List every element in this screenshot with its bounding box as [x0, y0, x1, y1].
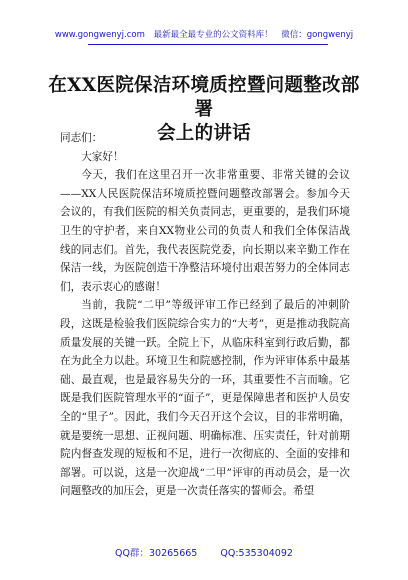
greeting: 大家好！: [81, 150, 124, 163]
footer-qq: QQ:535304092: [220, 548, 293, 559]
paragraph-1: 今天，我们在这里召开一次非常重要、非常关键的会议——XX人民医院保洁环境质控暨问题整改部署会。参加今天会议的，有我们医院的相关负责同志，更重要的，是我们环境卫生的守护者，来自XX物业公司的负责人和我们全体保洁战线的同志们。首先，我代表医院党委，向长期以来辛勤工作在保洁一线，为医院创造干净整洁环境付出艰苦努力的全体同志们，表示衷心的感谢！: [60, 169, 350, 293]
header-divider: [88, 44, 328, 45]
title-line-1: 在XX医院保洁环境质控暨问题整改部署: [48, 75, 360, 120]
page-header: [0, 28, 408, 40]
page-footer: [0, 545, 408, 559]
salutation: 同志们：: [60, 132, 103, 144]
header-site-url[interactable]: www.gongwenyj.com: [54, 30, 145, 40]
header-wechat: 微信：gongwenyj: [281, 30, 354, 40]
title-line-2: 会上的讲话: [156, 123, 251, 144]
paragraph-2: 当前，我院“二甲”等级评审工作已经到了最后的冲刺阶段，这既是检验我们医院综合实力的“大考”，更是推动我院高质量发展的关键一跃。全院上下，从临床科室到行政后勤，都在为此全力以赴。环境卫生和院感控制，作为评审体系中最基础、最直观，也是最容易失分的一环，其重要性不言而喻。它既是我们医院管理水平的“面子”，更是保障患者和医护人员安全的“里子”。因此，我们今天召开这个会议，目的非常明确，就是要统一思想、正视问题、明确标准、压实责任，针对前期院内督查发现的短板和不足，进行一次彻底的、全面的安排和部署。可以说，这是一次迎战“二甲”评审的再动员会，是一次问题整改的加压会，更是一次责任落实的誓师会。希望: [60, 299, 350, 498]
header-slogan: 最新最全最专业的公文资料库！: [153, 30, 273, 40]
footer-qq-group: QQ群：30265665: [115, 548, 198, 559]
document-body: [60, 129, 350, 501]
